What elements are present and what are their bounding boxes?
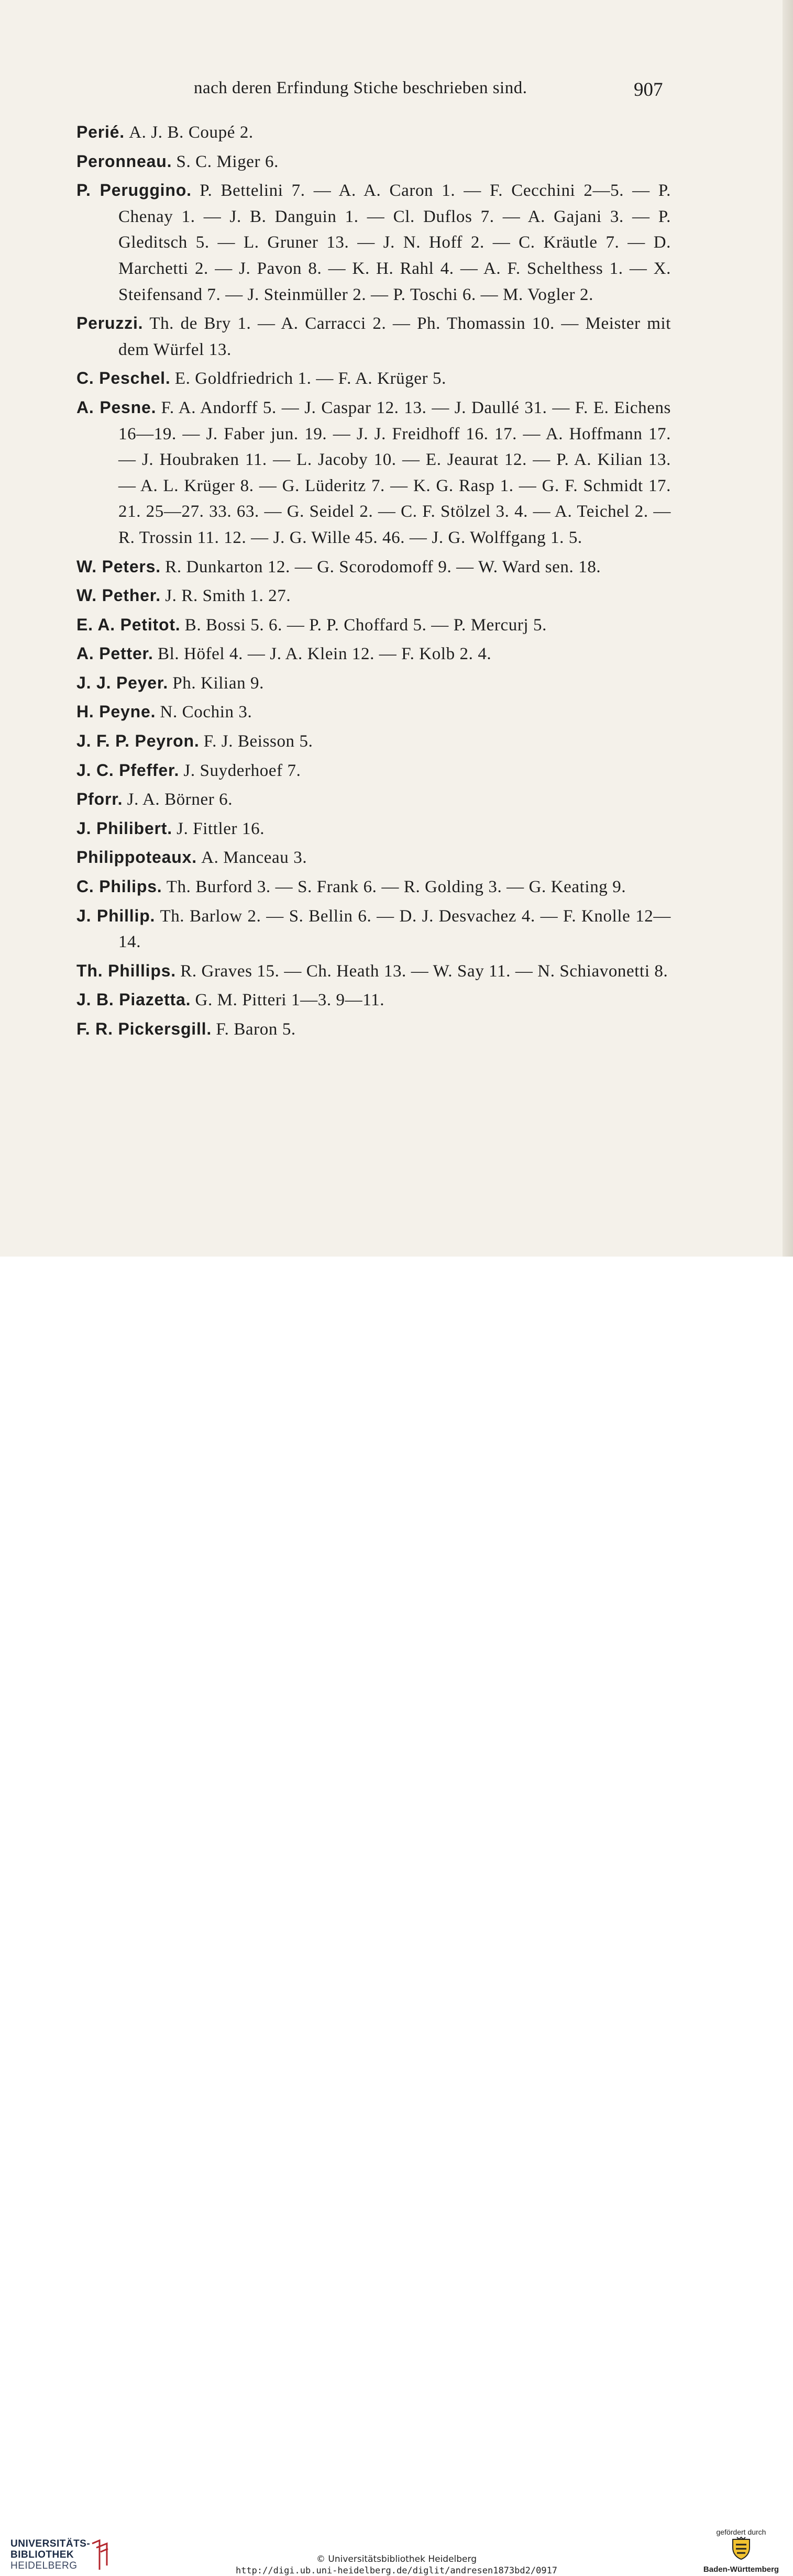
engraver-list: P. Bettelini 7. — A. A. Caron 1. — F. Cecchini 2—5. — P. Chenay 1. — J. B. Danguin 1. — Cl. Duflos 7. — A. Gajani 3. — P. Gleditsch 5. — L. Gruner 13. — J. N. Hoff 2. — C. Kräutle 7. — D. Marchetti 2. — J. Pavon 8. — K. H. Rahl 4. — A. F. Schelthess 1. — X. Steifensand 7. — J. Steinmüller 2. — P. Toschi 6. — M. Vogler 2. bbox=[118, 181, 671, 304]
artist-name: W. Peters. bbox=[76, 557, 161, 576]
artist-name: A. Pesne. bbox=[76, 397, 157, 417]
artist-name: H. Peyne. bbox=[76, 702, 156, 721]
scanned-page bbox=[0, 0, 793, 1257]
artist-name: Peruzzi. bbox=[76, 314, 144, 333]
engraver-list: Bl. Höfel 4. — J. A. Klein 12. — F. Kolb 2. 4. bbox=[157, 645, 492, 664]
index-entry bbox=[76, 728, 671, 755]
artist-name: Perié. bbox=[76, 123, 125, 141]
index-entry bbox=[76, 365, 671, 392]
engraver-list: A. J. B. Coupé 2. bbox=[129, 123, 254, 142]
engraver-list: Th. de Bry 1. — A. Carracci 2. — Ph. Thomassin 10. — Meister mit dem Würfel 13. bbox=[118, 314, 671, 359]
artist-index-entries bbox=[76, 119, 671, 1046]
artist-name: J. Phillip. bbox=[76, 906, 156, 925]
index-entry bbox=[76, 612, 671, 639]
index-entry bbox=[76, 1016, 671, 1043]
artist-name: Philippoteaux. bbox=[76, 848, 197, 867]
funding-credit bbox=[702, 2528, 780, 2574]
engraver-list: R. Graves 15. — Ch. Heath 13. — W. Say 11. — N. Schiavonetti 8. bbox=[180, 961, 668, 981]
index-entry bbox=[76, 395, 671, 551]
index-entry bbox=[76, 641, 671, 668]
index-entry bbox=[76, 554, 671, 581]
funding-label: gefördert durch bbox=[716, 2528, 766, 2536]
engraver-list: Th. Barlow 2. — S. Bellin 6. — D. J. Desvachez 4. — F. Knolle 12—14. bbox=[118, 906, 671, 952]
index-entry bbox=[76, 310, 671, 363]
library-name-line1: UNIVERSITÄTS- bbox=[10, 2538, 91, 2549]
index-entry bbox=[76, 958, 671, 985]
artist-name: J. F. P. Peyron. bbox=[76, 731, 200, 751]
index-entry bbox=[76, 874, 671, 901]
engraver-list: B. Bossi 5. 6. — P. P. Choffard 5. — P. Mercurj 5. bbox=[184, 615, 547, 635]
engraver-list: Th. Burford 3. — S. Frank 6. — R. Golding 3. — G. Keating 9. bbox=[166, 878, 626, 897]
artist-name: C. Philips. bbox=[76, 877, 162, 896]
index-entry bbox=[76, 786, 671, 813]
index-entry bbox=[76, 583, 671, 609]
engraver-list: S. C. Miger 6. bbox=[176, 152, 279, 171]
index-entry bbox=[76, 149, 671, 175]
copyright-notice: © Universitätsbibliothek Heidelberg bbox=[316, 2554, 477, 2564]
engraver-list: G. M. Pitteri 1—3. 9—11. bbox=[195, 991, 385, 1010]
artist-name: P. Peruggino. bbox=[76, 181, 192, 200]
engraver-list: E. Goldfriedrich 1. — F. A. Krüger 5. bbox=[174, 369, 446, 388]
library-name-line3: HEIDELBERG bbox=[10, 2560, 78, 2571]
engraver-list: R. Dunkarton 12. — G. Scorodomoff 9. — W. Ward sen. 18. bbox=[165, 557, 601, 576]
artist-name: E. A. Petitot. bbox=[76, 615, 181, 634]
engraver-list: F. Baron 5. bbox=[216, 1020, 296, 1039]
permalink-url[interactable]: http://digi.ub.uni-heidelberg.de/diglit/andresen1873bd2/0917 bbox=[235, 2566, 558, 2576]
artist-name: F. R. Pickersgill. bbox=[76, 1019, 212, 1038]
index-entry bbox=[76, 177, 671, 308]
engraver-list: Ph. Kilian 9. bbox=[172, 673, 264, 693]
artist-name: J. C. Pfeffer. bbox=[76, 760, 180, 780]
engraver-list: F. A. Andorff 5. — J. Caspar 12. 13. — J. Daullé 31. — F. E. Eichens 16—19. — J. Faber jun. 19. — J. J. Freidhoff 16. 17. — A. Hoffmann 17. — J. Houbraken 11. — L. Jacoby 10. — E. Jeaurat 12. — P. A. Kilian 13. — A. L. Krüger 8. — G. Lüderitz 7. — K. G. Rasp 1. — G. F. Schmidt 17. 21. 25—27. 33. 63. — G. Seidel 2. — C. F. Stölzel 3. 4. — A. Teichel 2. — R. Trossin 11. 12. — J. G. Wille 45. 46. — J. G. Wolffgang 1. 5. bbox=[118, 398, 671, 547]
artist-name: J. J. Peyer. bbox=[76, 673, 169, 692]
engraver-list: J. R. Smith 1. 27. bbox=[165, 586, 291, 606]
engraver-list: F. J. Beisson 5. bbox=[203, 732, 313, 751]
page-edge-shadow bbox=[783, 0, 793, 1257]
index-entry bbox=[76, 670, 671, 697]
index-entry bbox=[76, 987, 671, 1014]
engraver-list: N. Cochin 3. bbox=[160, 703, 252, 722]
engraver-list: A. Manceau 3. bbox=[201, 848, 307, 868]
artist-name: W. Pether. bbox=[76, 586, 161, 605]
artist-name: C. Peschel. bbox=[76, 369, 171, 388]
artist-name: J. B. Piazetta. bbox=[76, 990, 191, 1009]
digitization-footer bbox=[0, 1257, 793, 2576]
artist-name: A. Petter. bbox=[76, 644, 153, 663]
page-number: 907 bbox=[634, 79, 663, 101]
artist-name: Pforr. bbox=[76, 790, 123, 809]
index-entry bbox=[76, 816, 671, 842]
index-entry bbox=[76, 758, 671, 784]
artist-name: Peronneau. bbox=[76, 151, 172, 171]
baden-wuerttemberg-crest-icon bbox=[730, 2536, 753, 2560]
artist-name: Th. Phillips. bbox=[76, 961, 176, 980]
index-entry bbox=[76, 119, 671, 146]
engraver-list: J. A. Börner 6. bbox=[127, 790, 233, 809]
index-entry bbox=[76, 845, 671, 871]
engraver-list: J. Fittler 16. bbox=[177, 819, 265, 838]
index-entry bbox=[76, 699, 671, 726]
index-entry bbox=[76, 903, 671, 956]
funding-region: Baden-Württemberg bbox=[703, 2565, 779, 2574]
engraver-list: J. Suyderhoef 7. bbox=[183, 761, 301, 780]
running-head: nach deren Erfindung Stiche beschrieben sind. bbox=[194, 79, 527, 97]
artist-name: J. Philibert. bbox=[76, 818, 172, 838]
library-name-line2: BIBLIOTHEK bbox=[10, 2549, 74, 2560]
